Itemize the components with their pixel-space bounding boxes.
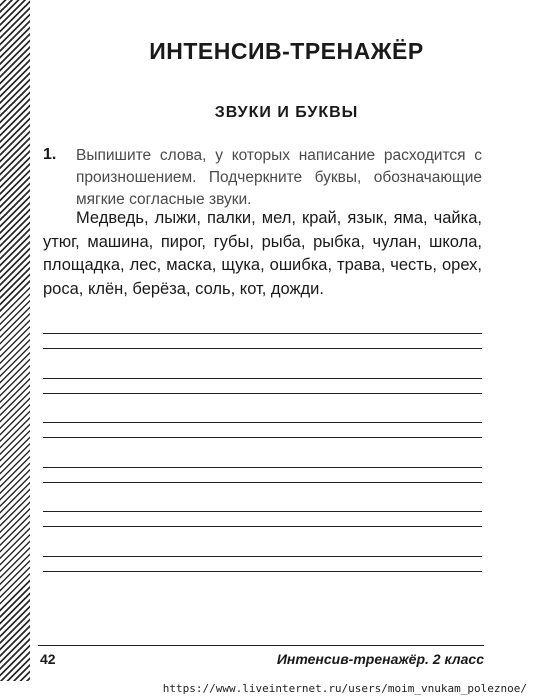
writing-line xyxy=(43,437,482,438)
writing-line xyxy=(43,333,482,334)
writing-line xyxy=(43,526,482,527)
task-word-list: Медведь, лыжи, палки, мел, край, язык, яма, чайка, утюг, машина, пирог, губы, рыба, рыбка, чулан, школа, площадка, лес, маска, щука, ошибка, трава, честь, орех, роса, клён, берёза, соль, кот, дожди. xyxy=(43,209,482,298)
writing-line xyxy=(43,556,482,557)
writing-line xyxy=(43,467,482,468)
writing-line xyxy=(43,378,482,379)
page-title: ИНТЕНСИВ-ТРЕНАЖЁР xyxy=(149,38,424,64)
task-number: 1. xyxy=(43,146,57,163)
writing-line xyxy=(43,482,482,483)
section-title: ЗВУКИ И БУКВЫ xyxy=(214,104,359,121)
writing-line xyxy=(43,571,482,572)
writing-line xyxy=(43,348,482,349)
decorative-stripes xyxy=(0,0,30,681)
source-watermark[interactable]: https://www.liveinternet.ru/users/moim_vnukam_poleznoe/ xyxy=(162,682,527,695)
book-title: Интенсив-тренажёр. 2 класс xyxy=(276,651,484,667)
writing-line xyxy=(43,393,482,394)
page-number: 42 xyxy=(40,651,56,667)
footer-divider xyxy=(38,645,484,646)
writing-line xyxy=(43,511,482,512)
writing-line xyxy=(43,422,482,423)
task-instruction: Выпишите слова, у которых написание расходится с произношением. Подчеркните буквы, обозначающие мягкие согласные звуки. xyxy=(76,147,482,208)
